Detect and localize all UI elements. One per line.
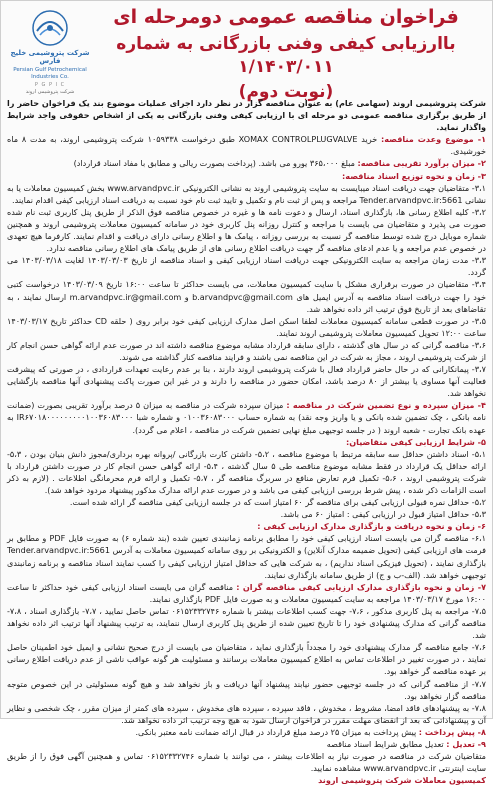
- paragraph-3-2: ۳،۲- کلیه اطلاع رسانی ها، بازگذاری اسناد، ارسال و دعوت نامه ها و غیره در خصوص مناقصه فوق الذکر از طریق پنل کاربری ثبت نام شده صورت می پذیرد و متقاضیان می بایست با مراجعه و کنترل روزانه پنل کاربری خود در سامانه کمیسیون معاملات پتروشیمی اروند و همچنین شماره موبایل درج شده توسط مناقصه گر نسبت به بررسی روزانه ، پیامک ها و اطلاع رسانی دارای دریافت و اقدام نمایند. کارفرما هیچ تعهدی در خصوص عدم مراجعه و یا عدم ادعای مناقصه گر جهت دریافت اطلاع رسانی های از طریق پیامک های اطلاع رسانی مناقصه ندارد.: [7, 206, 486, 254]
- title-line-1: فراخوان مناقصه عمومی دومرحله ای: [113, 6, 459, 28]
- title-line-2: باارزیابی کیفی وفنی بازرگانی به شماره ۱/۱۴۰۳/۰۱۱: [116, 33, 456, 77]
- logo-text-en: Persian Gulf Petrochemical Industries Co.: [13, 66, 87, 80]
- paragraph-5-2: ۵،۲- حداقل نمره قبولی ارزیابی کیفی برای مناقصه گر ۶۰ امتیاز است که در جلسه ارزیابی کیفی مناقصه گر ارائه شده است.: [69, 497, 486, 508]
- section-8: [7, 726, 486, 738]
- paragraph-3-5: ۳،۵- در صورت قطعی سامانه کمیسیون معاملات لطفا اسکن اصل مدارک ارزیابی کیفی خود برابر روی ( حلقه CD حداکثر تاریخ ۱۴۰۳/۰۳/۱۷ ساعت ۱۲:۰۰ تحویل کمیسیون معاملات پتروشیمی اروند نمایند.: [7, 315, 486, 338]
- section-9-text: تعدیل مطابق شرایط اسناد مناقصه: [326, 738, 444, 749]
- outro-paragraph: متقاضیان شرکت در مناقصه در صورت نیاز به اطلاعات بیشتر ، می توانند با شماره ۰۶۱۵۲۳۳۲۷۴۶ تماس و همچنین آگهی فوق را از طریق سایت اینترنتی www.arvandpvc.ir مشاهده نمایید.: [7, 751, 486, 774]
- section-2-title: ۲- میزان برآورد تقریبی مناقصه:: [357, 158, 486, 169]
- section-8-title: ۸- پیش پرداخت :: [418, 726, 486, 737]
- section-2-text: مبلغ ۳۶۵،۰۰۰ یورو می باشد. (پرداخت بصورت ریالی و مطابق با مفاد اسناد قرارداد): [73, 158, 355, 169]
- title-line-3: (نوبت دوم): [238, 81, 334, 102]
- section-6: [7, 520, 486, 532]
- company-logo: [9, 9, 91, 95]
- section-7-title: ۷- زمان و نحوه بازگذاری مدارک ارزیابی کیفی مناقصه گران :: [236, 581, 487, 592]
- section-3-title: ۳- زمان و نحوه توزیع اسناد مناقصه:: [342, 170, 486, 181]
- paragraph-3-6: ۳،۶- مناقصه گرانی که در سال های گذشته ، دارای سابقه قرارداد مشابه موضوع مناقصه داشته اند در صورت عدم ارائه گواهی حسن انجام کار از شرکت پتروشیمی اروند ، مجاز به شرکت در این مناقصه نمی باشند و فرایند مناقصه کنار گذاشته می شوند.: [7, 339, 486, 362]
- footer-company: کمیسیون معاملات شرکت پتروشیمی اروند: [318, 775, 486, 786]
- section-8-text: پیش پرداخت به میزان ۲۵ درصد مبلغ قرارداد در قبال ارائه ضمانت نامه معتبر بانکی.: [135, 726, 417, 737]
- section-5: [7, 436, 486, 448]
- section-6-title: ۶- زمان و نحوه دریافت و بازگذاری مدارک ارزیابی کیفی :: [257, 521, 486, 532]
- section-2: [7, 157, 486, 169]
- paragraph-3-4: ۳،۴- متقاضیان در صورت برقراری مشکل با سایت کمیسیون معاملات، می بایست حداکثر تا ساعت ۱۶:۰۰ تاریخ ۱۴۰۳/۰۳/۰۹ درخواست کتبی خود را جهت دریافت اسناد مناقصه به آدرس ایمیل های b.arvandpvc@gmail.com و m.arvandpvc.ir@gmail.com ارسال نمایند ، به تقاضاهای بعد از تاریخ فوق ترتیب اثر داده نخواهد شد.: [7, 279, 486, 314]
- section-5-title: ۵- شرایط ارزیابی کیفی متقاضیان:: [346, 436, 486, 447]
- logo-text-fa: شرکت پتروشیمی خلیج فارس: [10, 49, 90, 66]
- section-1: [7, 133, 486, 157]
- section-9: [7, 738, 486, 750]
- section-1-text: خرید XOMAX CONTROLPLUGVALVE طبق درخواست ۱۰۵۹۳۳۸ شرکت پتروشیمی اروند، به مدت ۸ ماه خورشیدی.: [7, 134, 486, 157]
- paragraph-7-4: ۷،۸- به پیشنهادهای فاقد امضا، مشروط ، مخدوش ، فاقد سپرده ، سپرده های مخدوش ، سپرده های کمتر از میزان مقرر ، چک شخصی و نظایر آن و پیشنهاداتی که بعد از انقضای مهلت مقرر در فراخوان ارسال شود به هیچ وجه ترتیب اثر داده نخواهد شد.: [7, 702, 486, 725]
- section-7: [7, 581, 486, 605]
- paragraph-7-3: ۷،۷- از مناقصه گرانی که در جلسه توجیهی حضور نیابند پیشنهاد آنها دریافت و باز نخواهد شد و هیچ گونه مسئولیتی در این خصوص متوجه مناقصه گزار نخواهد بود.: [7, 678, 486, 701]
- paragraph-5-3: ۵،۳- حداقل امتیاز قبول در ارزیابی کیفی : امتیاز ۶۰ می باشد.: [280, 509, 486, 520]
- logo-emblem-icon: [15, 9, 85, 47]
- section-4: [7, 399, 486, 435]
- section-7-text: مناقصه گران می بایست اسناد ارزیابی کیفی خود حداکثر تا ساعت ۱۶:۰۰ مورخ ۱۴۰۳/۰۳/۱۷ مراجعه به سایت کمیسیون معاملات و به صورت فایل PDF بازگذاری نمایند.: [7, 581, 486, 604]
- paragraph-3-3: ۳،۳- مدت زمان مراجعه به سایت الکترونیکی جهت دریافت اسناد ارزیابی کیفی و اسناد مناقصه از تاریخ ۱۴۰۳/۰۳/۰۳ لغایت ۱۴۰۳/۰۳/۱۸ می گردد.: [7, 255, 487, 278]
- logo-subtitle: شرکت پتروشیمی اروند: [25, 88, 75, 95]
- section-4-text: میزان سپرده شرکت در مناقصه به میزان ۵ درصد برآورد تقریبی بصورت (ضمانت نامه بانکی ، چک تضمین شده بانکی و یا واریز وجه نقد) به شماره حساب ۰۱۰۰۳۶۰۸۳۰۰۰ و شماره شبا IR۶۷۰۱۸۰۰۰۰۰۰۰۰۰۱۰۰۳۶۰۸۳۰۰۰ به عهده بانک تجارت - شعبه اروند ( در جلسه توجیهی مبلغ نهایی تضمین شرکت در مناقصه ، اعلام می گردد).: [7, 400, 487, 435]
- section-4-title: ۴- میزان سپرده و نوع تضمین شرکت در مناقصه :: [286, 400, 486, 411]
- paragraph-5-1: ۵،۱- اسناد داشتن حداقل سه سابقه مرتبط با موضوع مناقصه ، ۵،۲- داشتن کارت بازرگانی /پروانه بهره برداری/مجوز دانش بنیان بودن ، ۵،۳- ارائه حداقل یک قرارداد در فقط مشابه موضوع مناقصه طی ۵ سال گذشته ، ۵،۴- ارائه گواهی حسن انجام کار در صورت داشتن قرارداد با شرکت پتروشیمی اروند ، ۵،۶- تکمیل فرم تعارض منافع در سربرگ مناقصه گر ، ۵،۷- تکمیل و ارائه فرم محرمانگی اطلاعات . (لازم به ذکر است الزامات ذکر شده ، پیش شرط بررسی ارزیابی کیفی می باشد و در صورت عدم ارائه مدارک مذکور پیشنهاد مردود خواهد شد).: [7, 448, 486, 495]
- paragraph-7-2: ۷،۶- جامع مناقصه گر مدارک پیشنهادی خود را مجدداً بازگذاری نماید ، متقاضیان می بایست از درج صحیح نشانی و ایمیل خود اطمینان حاصل نمایند ، در صورت تغییر در اطلاعات تماس به اطلاع کمیسیون معاملات برسانند و مسئولیت هر گونه عواقب ناشی از عدم دریافت اطلاع رسانی بر عهده مناقصه گر خواهد بود.: [7, 642, 486, 677]
- section-9-title: ۹- تعدیل :: [446, 738, 486, 749]
- intro-paragraph: شرکت پتروشیمی اروند (سهامی عام) به عنوان مناقصه گزار در نظر دارد اجرای عملیات موضوع بند یک فراخوان حاضر را از طریق برگزاری مناقصه عمومی دو مرحله ای با ارزیابی کیفی وفنی بازرگانی به یکی از اشخاص حقوقی واجد شرایط واگذار نماید.: [7, 98, 486, 133]
- announcement-header: [1, 1, 494, 102]
- paragraph-6-1: ۶،۱- مناقصه گران می بایست اسناد ارزیابی کیفی خود را مطابق برنامه زمانبندی تعیین شده (بند شماره ۶) به صورت فایل PDF و مطابق بر فرمت های ارزیابی کیفی (تحویل ضمیمه مدارک آنلاین) و الکترونیکی بر روی سامانه کمیسیون معاملات به آدرس Tender.arvandpvc.ir:5661 بازگذاری نمایند ، (تحویل فیزیکی اسناد نداریم) ، به شرکت هایی که حداقل امتیاز ارزیابی کیفی را کسب نمایند اسناد مناقصه و برنامه زمانبندی توجیهی خواهد شد. (الف-ب و ج) از طریق سامانه بازگذاری نمایند.: [7, 533, 486, 580]
- section-1-title: ۱- موضوع وعدت مناقصه:: [380, 134, 487, 145]
- section-3: [7, 170, 486, 182]
- announcement-body: [7, 97, 487, 786]
- logo-abbreviation: P G P I C: [34, 81, 66, 88]
- paragraph-7-1: ۷،۵- مراجعه به پنل کاربری مذکور ، ۷،۶- جهت کسب اطلاعات بیشتر با شماره ۰۶۱۵۲۳۳۲۷۴۶ تماس حاصل نمایید ، ۷،۷- بازگذاری اسناد ، ۷،۸- مناقصه گرانی که مدارک پیشنهادی خود را تا تاریخ تعیین شده از طریق پنل کاربری ارسال ننمایند، به ترتیب پیشنهاد آنها ترتیب اثر داده نخواهد شد.: [7, 605, 486, 641]
- paragraph-3-1: ۳،۱- متقاضیان جهت دریافت اسناد میبایست به سایت پتروشیمی اروند به نشانی الکترونیکی www.arvandpvc.ir بخش کمیسیون معاملات یا به نشانی Tender.arvandpvc.ir:5661 مراجعه و پس از ثبت نام و تکمیل و تایید ثبت نام خود نسبت به دریافت اسناد ارزیابی کیفی اقدام نمایند.: [7, 182, 486, 205]
- paragraph-3-7: ۳،۷- پیمانکارانی که در حال حاضر قرارداد فعال با شرکت پتروشیمی اروند دارند ، بنا بر عدم رعایت تعهدات قراردادی ، در صورتی که پیشرفت فعالیت آنها مساوی یا بیشتر از ۸۰ درصد باشد، امکان حضور در مناقصه را دارند و در غیر این صورت پاکت پیشنهادی آنها مناقصه بازگشایی نخواهد شد.: [7, 364, 486, 399]
- announcement-title: [86, 5, 486, 103]
